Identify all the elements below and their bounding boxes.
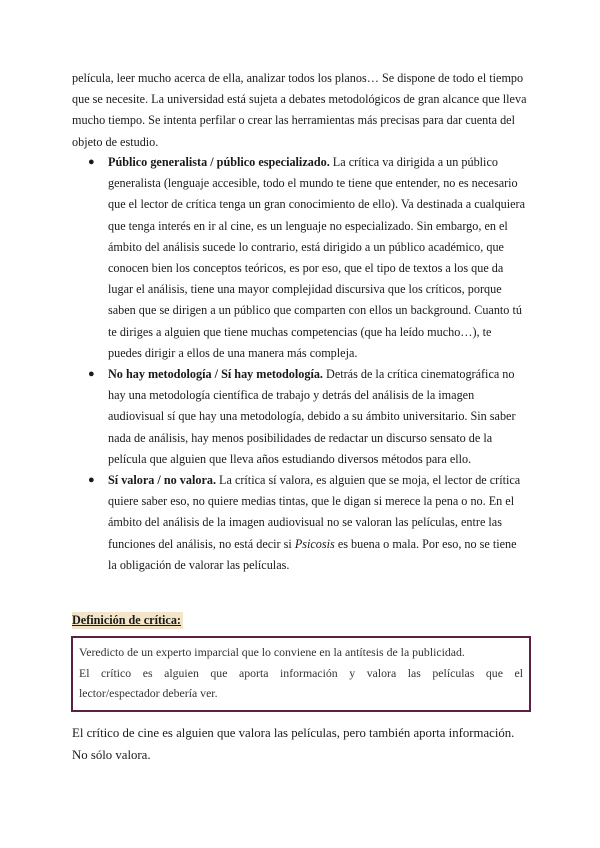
- list-item-body-end: es buena o mala. Por eso, no se tiene la obligación de valorar las películas.: [108, 536, 517, 572]
- list-item-heading: No hay metodología / Sí hay metodología.: [108, 367, 323, 382]
- list-item-body: Detrás de la crítica cinematográfica no hay una metodología científica de trabajo y detrás del análisis de la imagen audiovisual sí que hay una metodología, debido a su ámbito universitario. Sin saber nada de análisis, hay menos posibilidades de redactar un discurso sensato de la película que alguien que lleva años estudiando diversos métodos para ello.: [108, 367, 516, 466]
- bullet-icon: ●: [88, 156, 95, 168]
- closing-paragraph: El crítico de cine es alguien que valora las películas, pero también aporta información. No sólo valora.: [72, 726, 515, 762]
- definition-line-1: Veredicto de un experto imparcial que lo conviene en la antítesis de la publicidad.: [79, 645, 465, 659]
- list-item-heading: Público generalista / público especializado.: [108, 155, 330, 169]
- list-item-publico: [72, 152, 528, 364]
- film-title: Psicosis: [294, 536, 335, 551]
- list-item-body: La crítica sí valora, es alguien que se moja, el lector de crítica quiere saber eso, no quiere medias tintas, que le digan si merece la pena o no. En el ámbito del análisis de la imagen audiovisual no se valoran las películas, entre las funciones del análisis, no está decir si: [108, 473, 521, 551]
- definition-box: [71, 636, 531, 712]
- definition-line-3: lector/espectador debería ver.: [79, 686, 218, 700]
- comparison-list: [72, 152, 528, 576]
- definition-line-2: El crítico es alguien que aporta información y valora las películas que el: [79, 665, 523, 680]
- list-item-body: La crítica va dirigida a un público generalista (lenguaje accesible, todo el mundo te tiene que entender, no es necesario que el lector de crítica tenga un gran conocimiento de ello). Va destinada a cualquiera que tenga interés en ir al cine, es un lenguaje no especializado. Sin embargo, en el ámbito del análisis sucede lo contrario, está dirigido a un público académico, que conocen bien los conceptos teóricos, es por eso, que el tipo de textos a los que da lugar el análisis, tiene una mayor complejidad discursiva que los críticos, porque saben que se dirigen a un público que comparten con ellos un background. Cuanto tú te diriges a alguien que tiene muchas competencias (que ha leído mucho…), te puedes dirigir a ellos de una manera más compleja.: [108, 155, 526, 360]
- definition-heading: Definición de crítica:: [72, 613, 181, 627]
- list-item-valora: [72, 470, 528, 576]
- list-item-heading: Sí valora / no valora.: [108, 473, 216, 488]
- bullet-icon: ●: [88, 474, 95, 487]
- intro-paragraph: película, leer mucho acerca de ella, analizar todos los planos… Se dispone de todo el tiempo que se necesite. La universidad está sujeta a debates metodológicos de gran alcance que lleva mucho tiempo. Se intenta perfilar o crear las herramientas más precisas para dar cuenta del objeto de estudio.: [72, 71, 527, 149]
- list-item-metodologia: [72, 364, 528, 470]
- bullet-icon: ●: [88, 368, 95, 381]
